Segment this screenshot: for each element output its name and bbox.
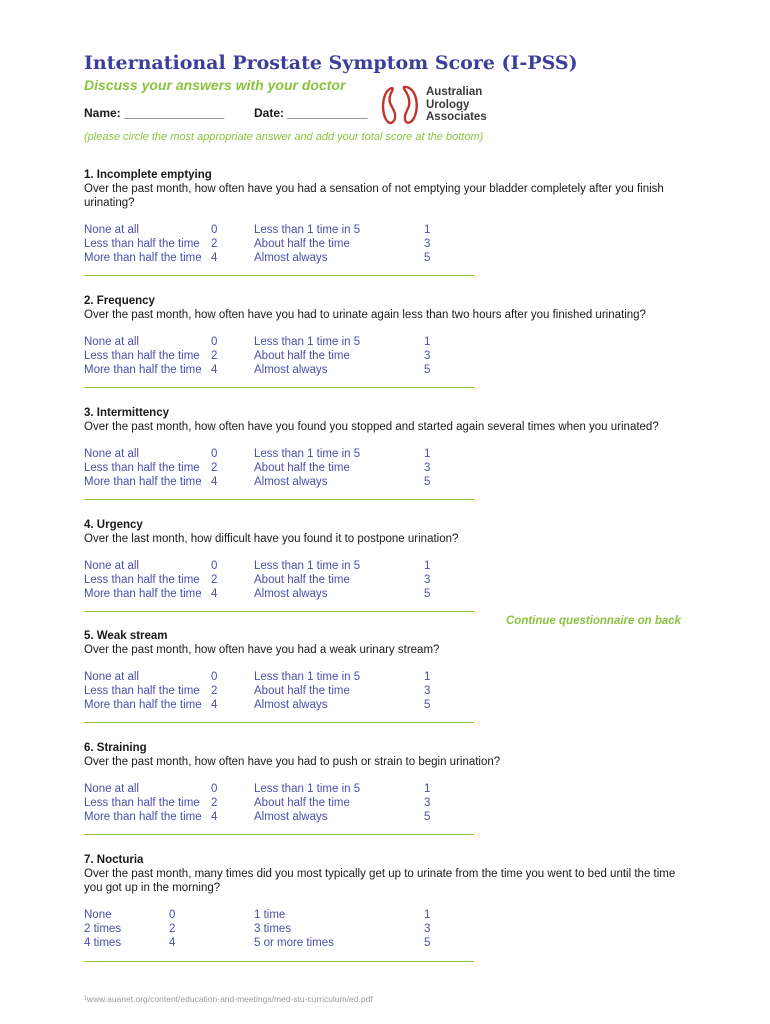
option-score[interactable]: 4 bbox=[211, 588, 218, 600]
logo-line-3: Associates bbox=[426, 111, 487, 123]
option-label[interactable]: 2 times bbox=[84, 923, 122, 935]
option-label[interactable]: None at all bbox=[84, 224, 139, 236]
option-label[interactable]: Less than half the time bbox=[84, 238, 200, 250]
option-score[interactable]: 5 bbox=[424, 699, 431, 711]
option-label[interactable]: About half the time bbox=[254, 574, 350, 586]
option-label[interactable]: About half the time bbox=[254, 462, 350, 474]
option-score[interactable]: 5 bbox=[424, 937, 431, 949]
option-label[interactable]: About half the time bbox=[254, 685, 350, 697]
option-score[interactable]: 0 bbox=[211, 224, 218, 236]
option-score[interactable]: 2 bbox=[211, 685, 218, 697]
option-score[interactable]: 1 bbox=[424, 448, 431, 460]
divider bbox=[84, 499, 474, 500]
option-label[interactable]: None at all bbox=[84, 560, 139, 572]
question-text: Over the past month, many times did you most typically get up to urinate from the time you went to bed until the time you got up in the morning? bbox=[84, 868, 676, 894]
option-score[interactable]: 5 bbox=[424, 588, 431, 600]
option-label[interactable]: More than half the time bbox=[84, 811, 202, 823]
option-score[interactable]: 4 bbox=[169, 937, 176, 949]
option-label[interactable]: About half the time bbox=[254, 238, 350, 250]
question-text: Over the past month, how often have you found you stopped and started again several times when you urinated? bbox=[84, 421, 659, 433]
question-text: Over the past month, how often have you had to urinate again less than two hours after you finished urinating? bbox=[84, 309, 646, 321]
option-label[interactable]: 5 or more times bbox=[254, 937, 334, 949]
option-score[interactable]: 1 bbox=[424, 783, 431, 795]
option-label[interactable]: Less than 1 time in 5 bbox=[254, 671, 361, 683]
option-label[interactable]: Less than half the time bbox=[84, 350, 200, 362]
option-score[interactable]: 2 bbox=[211, 238, 218, 250]
answer-options bbox=[84, 670, 704, 714]
option-label[interactable]: Less than 1 time in 5 bbox=[254, 448, 361, 460]
option-score[interactable]: 0 bbox=[169, 909, 176, 921]
option-score[interactable]: 2 bbox=[211, 350, 218, 362]
divider bbox=[84, 387, 474, 388]
divider bbox=[84, 722, 474, 723]
option-label[interactable]: About half the time bbox=[254, 797, 350, 809]
continue-note: Continue questionnaire on back bbox=[506, 615, 682, 627]
option-score[interactable]: 3 bbox=[424, 923, 431, 935]
option-score[interactable]: 2 bbox=[211, 797, 218, 809]
option-score[interactable]: 3 bbox=[424, 238, 431, 250]
option-score[interactable]: 3 bbox=[424, 685, 431, 697]
option-score[interactable]: 4 bbox=[211, 476, 218, 488]
option-label[interactable]: About half the time bbox=[254, 350, 350, 362]
option-label[interactable]: Almost always bbox=[254, 476, 328, 488]
question-text: Over the last month, how difficult have you found it to postpone urination? bbox=[84, 533, 459, 545]
option-label[interactable]: Less than 1 time in 5 bbox=[254, 336, 361, 348]
question-title: 1. Incomplete emptying bbox=[84, 169, 212, 181]
option-score[interactable]: 0 bbox=[211, 336, 218, 348]
divider bbox=[84, 611, 474, 612]
question-title: 4. Urgency bbox=[84, 519, 143, 531]
question-title: 6. Straining bbox=[84, 742, 147, 754]
answer-options bbox=[84, 335, 704, 379]
name-field[interactable]: Name: _______________ bbox=[84, 106, 225, 120]
option-score[interactable]: 3 bbox=[424, 797, 431, 809]
option-label[interactable]: Almost always bbox=[254, 588, 328, 600]
option-label[interactable]: None at all bbox=[84, 448, 139, 460]
option-label[interactable]: None at all bbox=[84, 783, 139, 795]
question-frequency bbox=[84, 294, 704, 379]
option-label[interactable]: Less than 1 time in 5 bbox=[254, 224, 361, 236]
question-text: Over the past month, how often have you had a weak urinary stream? bbox=[84, 644, 440, 656]
option-label[interactable]: None at all bbox=[84, 671, 139, 683]
option-score[interactable]: 4 bbox=[211, 811, 218, 823]
option-label[interactable]: Almost always bbox=[254, 811, 328, 823]
answer-options bbox=[84, 908, 704, 952]
answer-options bbox=[84, 447, 704, 491]
option-label[interactable]: Less than 1 time in 5 bbox=[254, 783, 361, 795]
option-score[interactable]: 0 bbox=[211, 671, 218, 683]
option-label[interactable]: More than half the time bbox=[84, 364, 202, 376]
option-label[interactable]: More than half the time bbox=[84, 588, 202, 600]
logo bbox=[378, 84, 518, 126]
page-subtitle: Discuss your answers with your doctor bbox=[84, 77, 346, 93]
logo-mark-icon bbox=[378, 84, 424, 126]
option-score[interactable]: 1 bbox=[424, 671, 431, 683]
answer-options bbox=[84, 559, 704, 603]
question-title: 5. Weak stream bbox=[84, 630, 168, 642]
option-score[interactable]: 2 bbox=[169, 923, 176, 935]
option-score[interactable]: 5 bbox=[424, 252, 431, 264]
option-label[interactable]: Almost always bbox=[254, 699, 328, 711]
option-label[interactable]: Less than half the time bbox=[84, 797, 200, 809]
option-label[interactable]: Almost always bbox=[254, 364, 328, 376]
option-label[interactable]: Less than half the time bbox=[84, 685, 200, 697]
question-text: Over the past month, how often have you had a sensation of not emptying your bladder completely after you finish urinating? bbox=[84, 183, 664, 209]
question-title: 7. Nocturia bbox=[84, 854, 144, 866]
option-score[interactable]: 1 bbox=[424, 336, 431, 348]
option-score[interactable]: 3 bbox=[424, 574, 431, 586]
option-label[interactable]: 4 times bbox=[84, 937, 122, 949]
option-label[interactable]: Less than 1 time in 5 bbox=[254, 560, 361, 572]
option-score[interactable]: 5 bbox=[424, 811, 431, 823]
option-label[interactable]: More than half the time bbox=[84, 252, 202, 264]
option-label[interactable]: 3 times bbox=[254, 923, 292, 935]
option-score[interactable]: 1 bbox=[424, 560, 431, 572]
option-label[interactable]: More than half the time bbox=[84, 699, 202, 711]
option-label[interactable]: None bbox=[84, 909, 112, 921]
option-score[interactable]: 5 bbox=[424, 364, 431, 376]
question-title: 2. Frequency bbox=[84, 295, 155, 307]
option-score[interactable]: 0 bbox=[211, 783, 218, 795]
option-label[interactable]: Less than half the time bbox=[84, 574, 200, 586]
option-score[interactable]: 0 bbox=[211, 448, 218, 460]
logo-line-1: Australian bbox=[426, 86, 483, 98]
option-score[interactable]: 1 bbox=[424, 909, 431, 921]
option-score[interactable]: 3 bbox=[424, 350, 431, 362]
question-incomplete-emptying bbox=[84, 168, 704, 267]
answer-options bbox=[84, 223, 704, 267]
option-score[interactable]: 0 bbox=[211, 560, 218, 572]
date-field[interactable]: Date: ____________ bbox=[254, 106, 368, 120]
question-title: 3. Intermittency bbox=[84, 407, 169, 419]
option-score[interactable]: 3 bbox=[424, 462, 431, 474]
question-nocturia bbox=[84, 853, 704, 952]
divider bbox=[84, 834, 474, 835]
option-label[interactable]: None at all bbox=[84, 336, 139, 348]
footer-reference: ¹www.auanet.org/content/education-and-meetings/med-stu-curriculum/ed.pdf bbox=[84, 994, 373, 1004]
divider bbox=[84, 275, 474, 276]
option-score[interactable]: 5 bbox=[424, 476, 431, 488]
option-score[interactable]: 4 bbox=[211, 699, 218, 711]
divider bbox=[84, 961, 474, 962]
option-score[interactable]: 1 bbox=[424, 224, 431, 236]
option-score[interactable]: 2 bbox=[211, 462, 218, 474]
question-text: Over the past month, how often have you had to push or strain to begin urination? bbox=[84, 756, 501, 768]
option-score[interactable]: 2 bbox=[211, 574, 218, 586]
logo-text bbox=[426, 86, 487, 124]
option-score[interactable]: 4 bbox=[211, 364, 218, 376]
option-label[interactable]: Less than half the time bbox=[84, 462, 200, 474]
page-title: International Prostate Symptom Score (I-PSS) bbox=[84, 52, 578, 74]
question-straining bbox=[84, 741, 704, 826]
option-label[interactable]: 1 time bbox=[254, 909, 286, 921]
logo-line-2: Urology bbox=[426, 98, 470, 111]
option-score[interactable]: 4 bbox=[211, 252, 218, 264]
question-weak-stream bbox=[84, 629, 704, 714]
option-label[interactable]: More than half the time bbox=[84, 476, 202, 488]
question-urgency bbox=[84, 518, 704, 603]
option-label[interactable]: Almost always bbox=[254, 252, 328, 264]
answer-options bbox=[84, 782, 704, 826]
question-intermittency bbox=[84, 406, 704, 491]
instruction-text: (please circle the most appropriate answer and add your total score at the bottom) bbox=[84, 131, 484, 143]
